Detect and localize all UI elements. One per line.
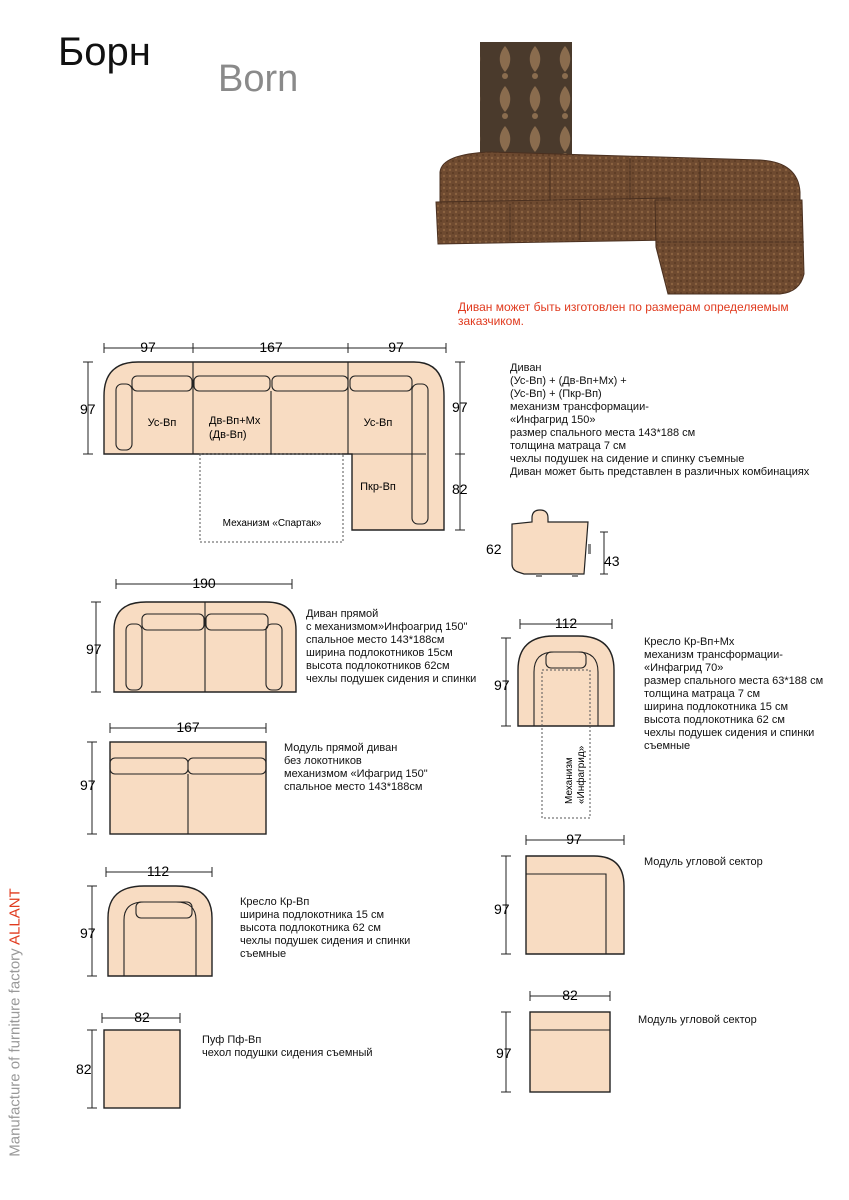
armchair-height: 97 (80, 925, 96, 941)
dim-h2: 97 (452, 399, 468, 415)
dim-h1: 97 (80, 401, 96, 417)
armchair-mx-mech-2: «Инфагрид» (576, 745, 587, 804)
armchair-width: 112 (146, 863, 170, 879)
armchair-mx-mech-1: Механизм (564, 757, 575, 804)
page-title: Борн (58, 30, 151, 74)
label-left: Ус-Вп (147, 417, 177, 429)
label-mechanism: Механизм «Спартак» (222, 518, 322, 529)
corner-module-1-diagram (494, 830, 634, 960)
pouf-desc: Пуф Пф-Вп чехол подушки сидения съемный (202, 1034, 373, 1059)
module-sofa-diagram (78, 718, 278, 838)
armchair-diagram (78, 862, 228, 982)
label-right: Ус-Вп (363, 417, 393, 429)
corner-module-2-height: 97 (496, 1045, 512, 1061)
pouf-height: 82 (76, 1061, 92, 1077)
photo-note: Диван может быть изготовлен по размерам определяемым заказчиком. (458, 300, 789, 328)
corner-module-1-height: 97 (494, 901, 510, 917)
corner-module-1-desc: Модуль угловой сектор (644, 856, 763, 868)
corner-sofa-desc: Диван (Ус-Вп) + (Дв-Вп+Мх) + (Ус-Вп) + (Пкр-Вп) механизм трансформации- «Инфагрид 150» размер спального места 143*188 см толщина матраца 7 см чехлы подушек на сидение и спинку съемные Диван может быть представлен в различных комбинациях (510, 362, 810, 478)
module-sofa-desc: Модуль прямой диван без локотников механизмом «Ифагрид 150" спальное место 143*188см (284, 742, 428, 793)
armchair-mx-diagram (494, 614, 634, 824)
pouf-width: 82 (134, 1009, 150, 1025)
profile-height: 62 (486, 541, 502, 557)
dim-w2: 167 (259, 339, 283, 355)
sofa-photo (430, 42, 810, 300)
straight-sofa-diagram (86, 574, 300, 698)
side-profile-diagram (484, 508, 624, 584)
straight-sofa-desc: Диван прямой с механизмом»Инфоагрид 150" спальное место 143*188см ширина подлокотников 15см высота подлокотников 62см чехлы подушек сидения и спинки (306, 608, 477, 685)
armchair-desc: Кресло Кр-Вп ширина подлокотника 15 см высота подлокотника 62 см чехлы подушек сидения и спинки съемные (240, 896, 411, 960)
profile-seat: 43 (604, 553, 620, 569)
armchair-mx-desc: Кресло Кр-Вп+Мх механизм трансформации- «Инфагрид 70» размер спального места 63*188 см толщина матраца 7 см ширина подлокотника 15 см высота подлокотника 62 см чехлы подушек сидения и спинки съемные (644, 636, 824, 752)
label-middle-1: Дв-Вп+Мх (209, 415, 261, 427)
corner-sofa-diagram (76, 334, 476, 550)
corner-module-2-desc: Модуль угловой сектор (638, 1014, 757, 1026)
label-bottom: Пкр-Вп (360, 481, 396, 493)
dim-h3: 82 (452, 481, 468, 497)
brand-name: ALLANT (6, 888, 24, 945)
module-width: 167 (176, 719, 200, 735)
armchair-mx-width: 112 (554, 615, 578, 631)
armchair-mx-height: 97 (494, 677, 510, 693)
brand-vertical: Manufacture of furniture factory ALLANT (6, 888, 24, 1157)
corner-module-1-width: 97 (566, 831, 582, 847)
straight-height: 97 (86, 641, 102, 657)
straight-width: 190 (192, 575, 216, 591)
dim-w1: 97 (140, 339, 156, 355)
page-subtitle: Born (218, 58, 299, 100)
corner-module-2-diagram (494, 986, 624, 1098)
label-middle-2: (Дв-Вп) (209, 429, 247, 441)
dim-w3: 97 (388, 339, 404, 355)
corner-module-2-width: 82 (562, 987, 578, 1003)
pouf-diagram (74, 1008, 194, 1112)
module-height: 97 (80, 777, 96, 793)
